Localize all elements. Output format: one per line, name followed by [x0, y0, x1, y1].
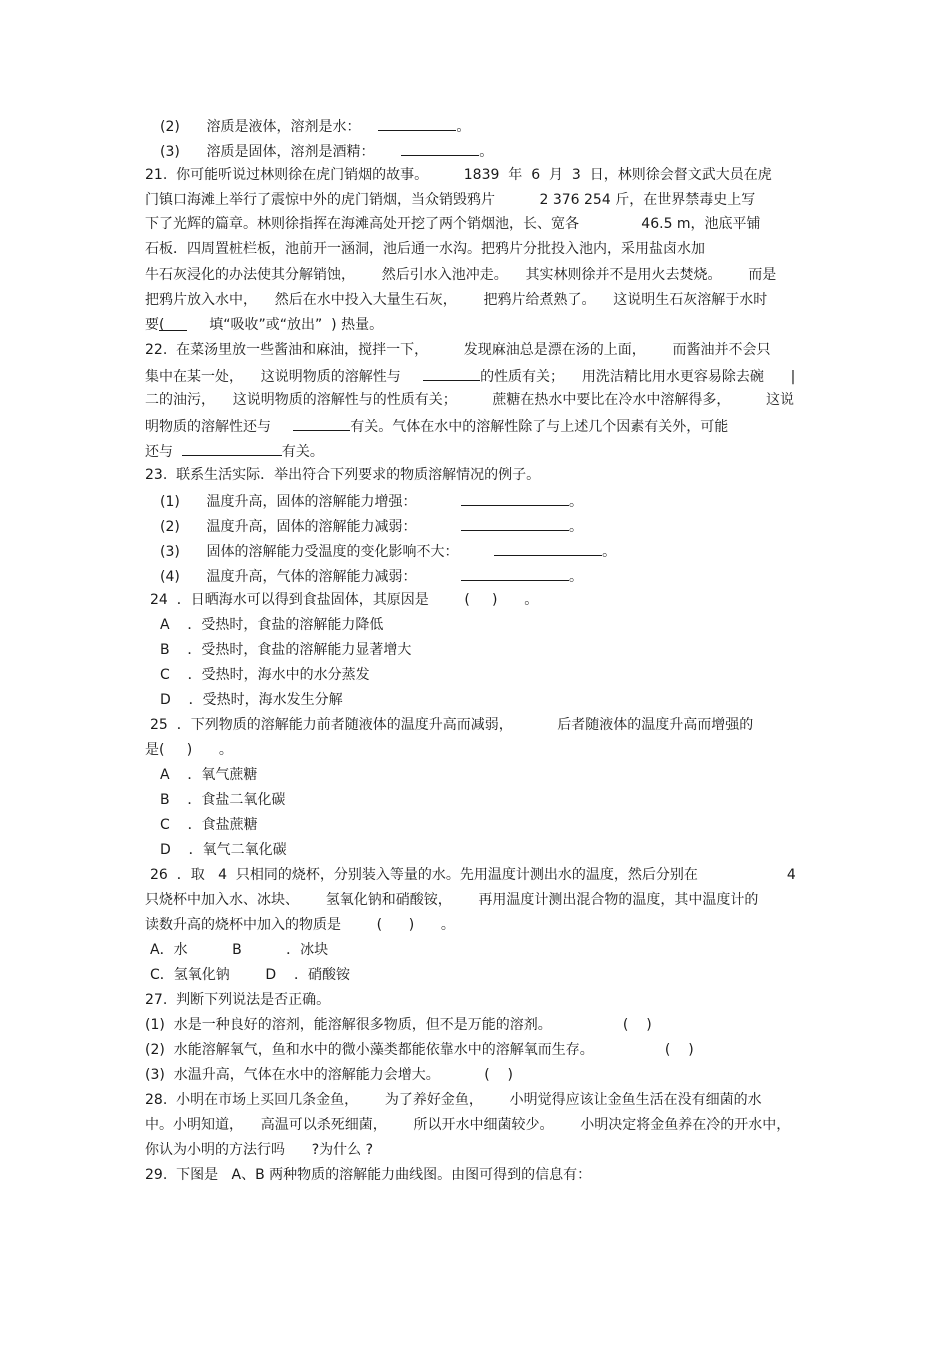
text-line: [160, 691, 343, 711]
text-segment: 23. 联系生活实际．举出符合下列要求的物质溶解情况的例子。: [145, 467, 541, 483]
text-segment: (3) 水温升高，气体在水中的溶解能力会增大。 ( ): [145, 1067, 513, 1083]
text-segment: 。: [569, 519, 584, 535]
answer-blank[interactable]: [182, 441, 282, 456]
text-line: [160, 566, 583, 586]
text-segment: 明物质的溶解性还与: [145, 419, 294, 435]
text-segment: (4) 温度升高，气体的溶解能力减弱：: [160, 569, 462, 585]
text-line: [160, 116, 470, 136]
text-segment: 22. 在菜汤里放一些酱油和麻油，搅拌一下， 发现麻油总是漂在汤的上面， 而酱油并不会只: [145, 342, 771, 358]
text-segment: (2) 温度升高，固体的溶解能力减弱：: [160, 519, 462, 535]
text-line: [145, 1116, 790, 1136]
text-segment: (1) 水是一种良好的溶剂，能溶解很多物质，但不是万能的溶剂。 ( ): [145, 1017, 652, 1033]
text-line: [150, 866, 796, 886]
text-line: [145, 1166, 591, 1186]
text-segment: A ．氧气蔗糖: [160, 767, 258, 783]
text-line: [145, 391, 794, 411]
text-segment: C ．食盐蔗糖: [160, 817, 258, 833]
text-line: [160, 516, 583, 536]
text-line: [145, 341, 770, 361]
text-line: [145, 291, 767, 311]
text-segment: 你认为小明的方法行吗 ?为什么 ?: [145, 1142, 374, 1158]
text-line: [160, 666, 370, 686]
text-line: [145, 1066, 513, 1086]
answer-blank[interactable]: [494, 541, 602, 556]
text-line: [145, 240, 705, 260]
text-line: [160, 491, 583, 511]
text-segment: (3) 固体的溶解能力受温度的变化影响不大：: [160, 544, 495, 560]
text-segment: (1) 温度升高，固体的溶解能力增强：: [160, 494, 462, 510]
text-line: [160, 541, 616, 561]
text-segment: D ．受热时，海水发生分解: [160, 692, 343, 708]
text-line: [145, 166, 772, 186]
answer-blank[interactable]: [423, 366, 480, 381]
text-segment: 。: [479, 144, 494, 160]
text-segment: 把鸦片放入水中， 然后在水中投入大量生石灰， 把鸦片给煮熟了。 这说明生石灰溶解于水时: [145, 292, 768, 308]
text-segment: 有关。气体在水中的溶解性除了与上述几个因素有关外，可能: [350, 419, 729, 435]
text-line: [145, 991, 330, 1011]
answer-blank[interactable]: [378, 116, 456, 131]
text-segment: 下了光辉的篇章。林则徐指挥在海滩高处开挖了两个销烟池，长、宽各 46.5 m，池底平铺: [145, 216, 761, 232]
answer-blank[interactable]: [401, 141, 479, 156]
text-line: [145, 1041, 694, 1061]
text-line: [160, 141, 493, 161]
text-segment: A ．受热时，食盐的溶解能力降低: [160, 617, 384, 633]
answer-blank[interactable]: [461, 516, 569, 531]
text-line: [150, 591, 538, 611]
text-segment: B ．受热时，食盐的溶解能力显著增大: [160, 642, 412, 658]
answer-blank[interactable]: [461, 491, 569, 506]
text-segment: 27. 判断下列说法是否正确。: [145, 992, 331, 1008]
text-line: [160, 616, 383, 636]
text-line: [145, 916, 455, 936]
text-segment: B ．食盐二氧化碳: [160, 792, 286, 808]
text-line: [160, 641, 411, 661]
text-segment: 。: [569, 569, 584, 585]
text-segment: 21. 你可能听说过林则徐在虎门销烟的故事。 1839 年 6 月 3 日，林则徐会督文武大员在虎: [145, 167, 772, 183]
text-segment: 读数升高的烧杯中加入的物质是 ( ) 。: [145, 917, 455, 933]
text-line: [145, 366, 795, 386]
text-line: [145, 416, 728, 436]
text-segment: 的性质有关； 用洗洁精比用水更容易除去碗 |: [480, 369, 796, 385]
text-segment: 门镇口海滩上举行了震惊中外的虎门销烟，当众销毁鸦片 2 376 254 斤，在世界禁毒史上写: [145, 192, 756, 208]
text-segment: 24 ．日晒海水可以得到食盐固体，其原因是 ( ) 。: [150, 592, 539, 608]
text-line: [145, 741, 233, 761]
text-segment: 只烧杯中加入水、冰块、 氢氧化钠和硝酸铵， 再用温度计测出混合物的温度，其中温度计的: [145, 892, 759, 908]
text-segment: 是( ) 。: [145, 742, 233, 758]
text-segment: (2) 溶质是液体，溶剂是水：: [160, 119, 379, 135]
text-segment: D ．氧气二氧化碳: [160, 842, 287, 858]
text-segment: 二的油污， 这说明物质的溶解性与的性质有关； 蔗糖在热水中要比在冷水中溶解得多， 这说: [145, 392, 795, 408]
text-segment: 要: [145, 317, 159, 333]
text-line: [145, 466, 540, 486]
text-line: [145, 316, 383, 336]
text-segment: 。: [569, 494, 584, 510]
text-segment: A．水 B ．冰块: [150, 942, 329, 958]
text-segment: 25 ．下列物质的溶解能力前者随液体的温度升高而减弱， 后者随液体的温度升高而增强的: [150, 717, 754, 733]
text-segment: 28. 小明在市场上买回几条金鱼， 为了养好金鱼， 小明觉得应该让金鱼生活在没有细菌的水: [145, 1092, 762, 1108]
text-segment: C ．受热时，海水中的水分蒸发: [160, 667, 370, 683]
text-segment: 牛石灰浸化的办法使其分解销蚀， 然后引水入池冲走。 其实林则徐并不是用火去焚烧。 而是: [145, 267, 777, 283]
text-segment: 还与: [145, 444, 182, 460]
text-segment: (2) 水能溶解氧气，鱼和水中的微小藻类都能依靠水中的溶解氧而生存。 ( ): [145, 1042, 694, 1058]
text-line: [150, 966, 350, 986]
answer-blank[interactable]: (: [159, 316, 187, 331]
text-line: [160, 816, 258, 836]
answer-blank[interactable]: [293, 416, 350, 431]
text-line: [150, 716, 753, 736]
text-segment: 29. 下图是 A、B 两种物质的溶解能力曲线图。由图可得到的信息有：: [145, 1167, 592, 1183]
text-segment: 集中在某一处， 这说明物质的溶解性与: [145, 369, 424, 385]
text-line: [145, 1016, 652, 1036]
text-segment: 。: [456, 119, 471, 135]
text-segment: 。: [602, 544, 617, 560]
answer-blank[interactable]: [461, 566, 569, 581]
text-segment: 26 ．取 4 只相同的烧杯，分别装入等量的水。先用温度计测出水的温度，然后分别在 4: [150, 867, 796, 883]
text-line: [160, 766, 257, 786]
text-line: [150, 941, 328, 961]
text-segment: 填“吸收”或“放出” ) 热量。: [187, 317, 384, 333]
text-line: [145, 191, 755, 211]
text-segment: 有关。: [281, 444, 324, 460]
text-line: [145, 1091, 762, 1111]
text-segment: 中。小明知道， 高温可以杀死细菌， 所以开水中细菌较少。 小明决定将金鱼养在冷的开水中，: [145, 1117, 791, 1133]
text-segment: (3) 溶质是固体，溶剂是酒精：: [160, 144, 402, 160]
text-line: [145, 215, 761, 235]
text-line: [160, 791, 285, 811]
text-segment: 石板．四周置桩栏板，池前开一涵洞，池后通一水沟。把鸦片分批投入池内，采用盐卤水加: [145, 241, 705, 257]
text-line: [145, 441, 324, 461]
text-line: [160, 841, 287, 861]
text-line: [145, 266, 776, 286]
text-line: [145, 891, 758, 911]
text-segment: C．氢氧化钠 D ．硝酸铵: [150, 967, 350, 983]
text-line: [145, 1141, 373, 1161]
